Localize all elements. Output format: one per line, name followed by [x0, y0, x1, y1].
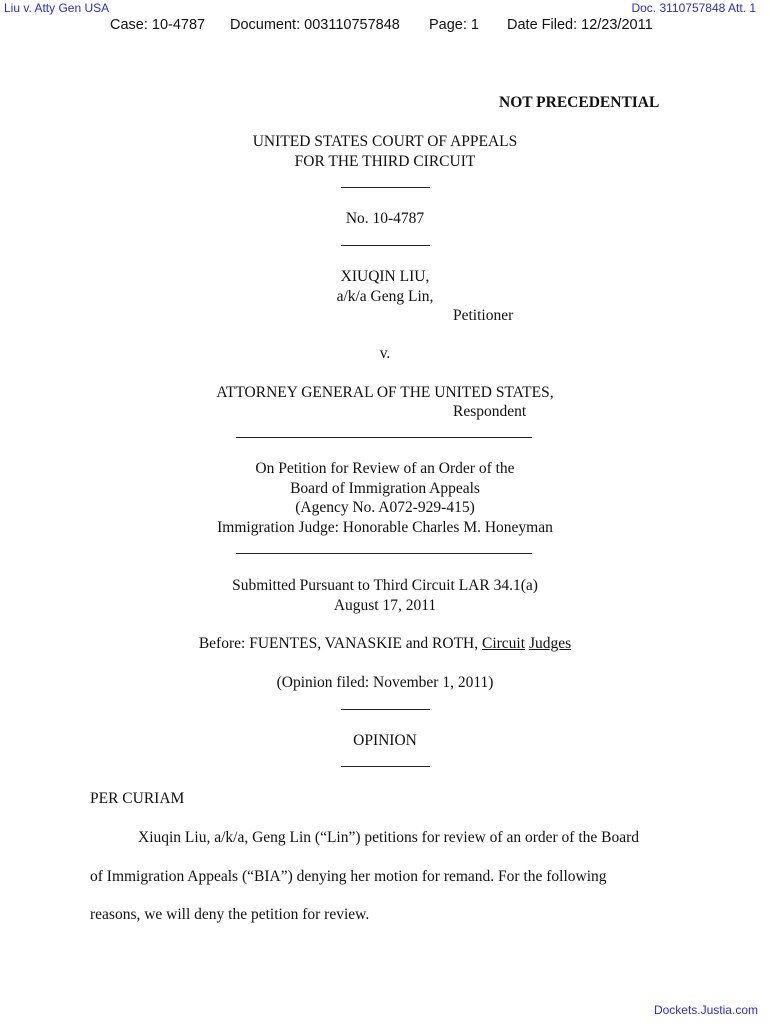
- panel-circuit: Circuit: [482, 635, 526, 652]
- separator-rule: [341, 187, 430, 188]
- footer-source-link[interactable]: Dockets.Justia.com: [653, 1003, 758, 1017]
- respondent-role: Respondent: [453, 403, 527, 420]
- petition-line3: (Agency No. A072-929-415): [295, 499, 475, 516]
- respondent-name: ATTORNEY GENERAL OF THE UNITED STATES,: [216, 384, 554, 401]
- petitioner-role: Petitioner: [453, 307, 514, 324]
- petitioner-alias: a/k/a Geng Lin,: [336, 288, 434, 305]
- separator-rule: [341, 245, 430, 246]
- panel-judges-word: Judges: [528, 635, 572, 652]
- opinion-heading: OPINION: [353, 732, 417, 749]
- body-line3: reasons, we will deny the petition for review.: [90, 906, 370, 923]
- petition-line2: Board of Immigration Appeals: [290, 480, 480, 497]
- court-name-line1: UNITED STATES COURT OF APPEALS: [252, 133, 518, 150]
- petition-line1: On Petition for Review of an Order of the: [255, 460, 515, 477]
- petitioner-name: XIUQIN LIU,: [340, 268, 430, 285]
- filing-document-number: Document: 003110757848: [230, 17, 400, 33]
- opinion-filed-date: (Opinion filed: November 1, 2011): [276, 674, 494, 691]
- submitted-line1: Submitted Pursuant to Third Circuit LAR 34.1(a): [232, 577, 538, 594]
- case-title-link[interactable]: Liu v. Atty Gen USA: [4, 1, 110, 15]
- separator-rule: [341, 766, 430, 767]
- body-line1: Xiuqin Liu, a/k/a, Geng Lin (“Lin”) petitions for review of an order of the Board: [138, 829, 640, 846]
- precedential-status: NOT PRECEDENTIAL: [499, 94, 660, 111]
- panel-judges: [0, 635, 770, 653]
- court-name-line2: FOR THE THIRD CIRCUIT: [294, 153, 476, 170]
- filing-page-number: Page: 1: [429, 17, 479, 33]
- separator-rule: [236, 553, 532, 554]
- versus: v.: [379, 345, 391, 362]
- separator-rule: [236, 437, 532, 438]
- petition-line4: Immigration Judge: Honorable Charles M. Honeyman: [217, 519, 553, 536]
- submitted-date: August 17, 2011: [333, 597, 437, 614]
- panel-prefix: Before: FUENTES, VANASKIE and ROTH,: [198, 635, 479, 652]
- filing-case-number: Case: 10-4787: [110, 17, 206, 33]
- document-number-link[interactable]: Doc. 3110757848 Att. 1: [631, 1, 756, 15]
- body-line2: of Immigration Appeals (“BIA”) denying her motion for remand. For the following: [90, 868, 607, 885]
- filing-date: Date Filed: 12/23/2011: [507, 17, 653, 33]
- per-curiam: PER CURIAM: [90, 790, 185, 807]
- case-number: No. 10-4787: [345, 210, 425, 227]
- separator-rule: [341, 709, 430, 710]
